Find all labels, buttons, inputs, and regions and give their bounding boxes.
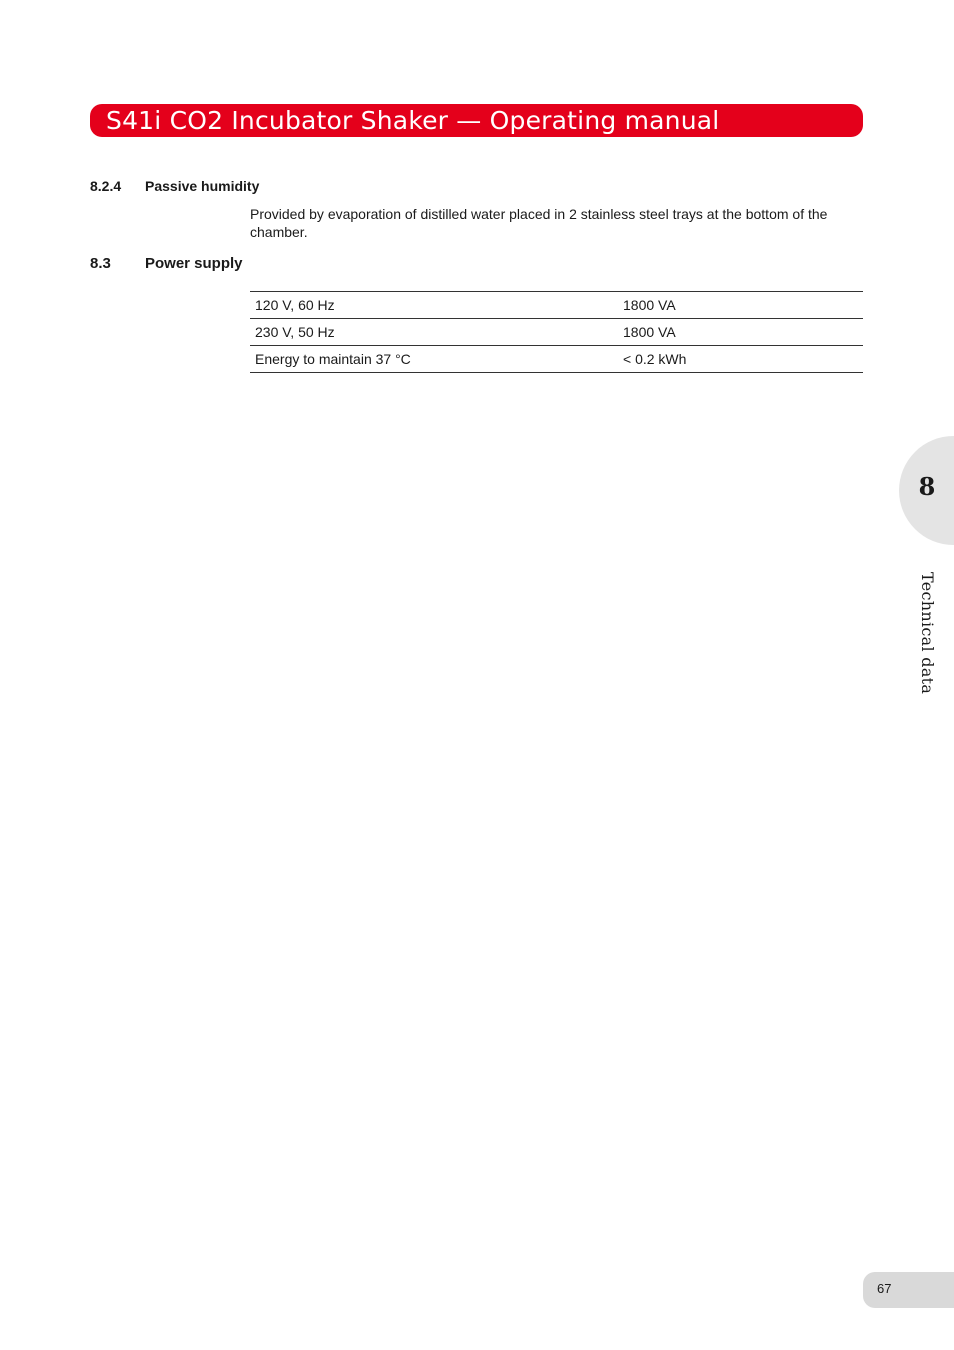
table-cell-value: < 0.2 kWh — [618, 346, 863, 373]
section-number: 8.3 — [90, 255, 111, 272]
table-cell-label: Energy to maintain 37 °C — [250, 346, 618, 373]
table-cell-value: 1800 VA — [618, 319, 863, 346]
table-cell-value: 1800 VA — [618, 292, 863, 319]
chapter-number: 8 — [918, 472, 936, 501]
table-row — [250, 319, 863, 346]
table-cell-label: 120 V, 60 Hz — [250, 292, 618, 319]
document-title: S41i CO2 Incubator Shaker — Operating manual — [106, 106, 720, 135]
power-supply-table — [250, 291, 863, 373]
section-body-text: Provided by evaporation of distilled water placed in 2 stainless steel trays at the bottom of the chamber. — [250, 206, 828, 240]
section-title: Power supply — [145, 255, 243, 272]
header-banner — [90, 104, 863, 137]
table-row — [250, 292, 863, 319]
page-number: 67 — [877, 1281, 892, 1296]
table-row — [250, 346, 863, 373]
chapter-label: Technical data — [918, 572, 937, 695]
section-title: Passive humidity — [145, 178, 260, 194]
table-cell-label: 230 V, 50 Hz — [250, 319, 618, 346]
section-number: 8.2.4 — [90, 178, 122, 194]
